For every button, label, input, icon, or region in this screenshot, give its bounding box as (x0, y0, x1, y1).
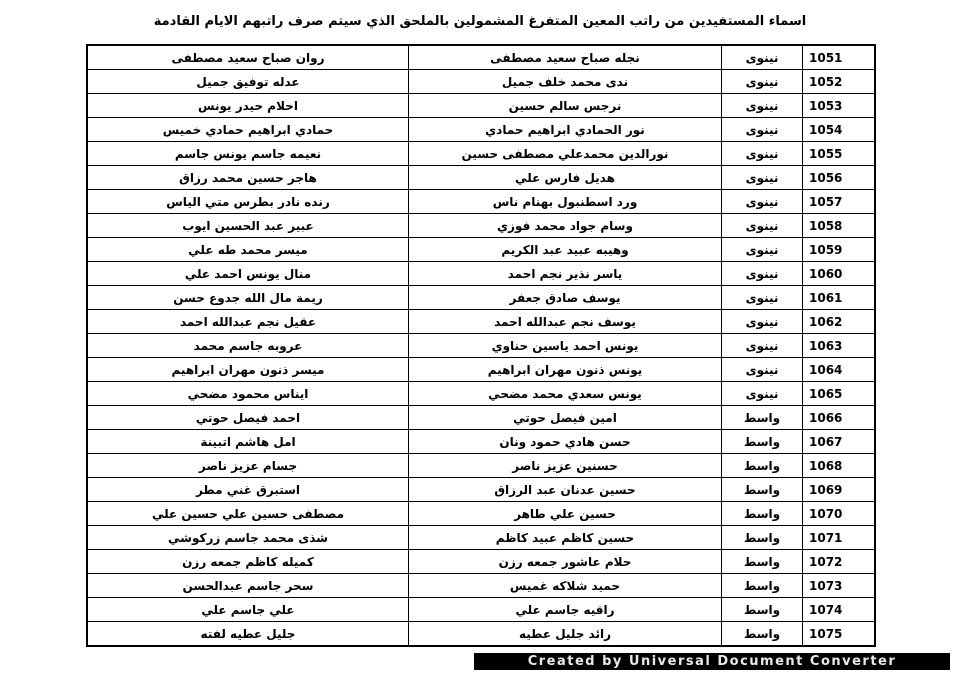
beneficiary-name: يوسف صادق جعفر (409, 286, 722, 310)
beneficiary-name: حسن هادي حمود ونان (409, 430, 722, 454)
table-row (87, 454, 875, 478)
caregiver-name: روان صباح سعيد مصطفى (87, 45, 409, 70)
row-number: 1073 (803, 574, 876, 598)
caregiver-name: هاجر حسين محمد رزاق (87, 166, 409, 190)
row-number: 1075 (803, 622, 876, 647)
governorate: واسط (722, 454, 803, 478)
caregiver-name: حمادي ابراهيم حمادي خميس (87, 118, 409, 142)
governorate: واسط (722, 574, 803, 598)
caregiver-name: احلام حيدر يونس (87, 94, 409, 118)
caregiver-name: عدله توفيق جميل (87, 70, 409, 94)
caregiver-name: علي جاسم علي (87, 598, 409, 622)
converter-watermark: Created by Universal Document Converter (474, 653, 950, 670)
document-title: اسماء المستفيدين من راتب المعين المتفرغ المشمولين بالملحق الذي سيتم صرف راتبهم الايام القادمة (153, 14, 807, 29)
beneficiary-name: يوسف نجم عبدالله احمد (409, 310, 722, 334)
caregiver-name: رنده نادر بطرس متي الياس (87, 190, 409, 214)
row-number: 1057 (803, 190, 876, 214)
row-number: 1053 (803, 94, 876, 118)
caregiver-name: جسام عزيز ناصر (87, 454, 409, 478)
caregiver-name: ميسر ذنون مهران ابراهيم (87, 358, 409, 382)
table-row (87, 214, 875, 238)
governorate: واسط (722, 406, 803, 430)
governorate: نينوى (722, 286, 803, 310)
beneficiary-name: حسين علي طاهر (409, 502, 722, 526)
row-number: 1059 (803, 238, 876, 262)
beneficiaries-list (86, 44, 876, 641)
governorate: واسط (722, 526, 803, 550)
governorate: واسط (722, 550, 803, 574)
beneficiary-name: ياسر نذير نجم احمد (409, 262, 722, 286)
row-number: 1067 (803, 430, 876, 454)
caregiver-name: منال يونس احمد علي (87, 262, 409, 286)
table-row (87, 526, 875, 550)
governorate: واسط (722, 478, 803, 502)
table-row (87, 286, 875, 310)
beneficiary-name: رائد جليل عطيه (409, 622, 722, 647)
caregiver-name: استبرق غني مطر (87, 478, 409, 502)
caregiver-name: سحر جاسم عبدالحسن (87, 574, 409, 598)
table-row (87, 310, 875, 334)
row-number: 1064 (803, 358, 876, 382)
caregiver-name: عبير عبد الحسين ايوب (87, 214, 409, 238)
caregiver-name: ايناس محمود مضحي (87, 382, 409, 406)
caregiver-name: نعيمه جاسم يونس جاسم (87, 142, 409, 166)
row-number: 1051 (803, 45, 876, 70)
caregiver-name: احمد فيصل حوتي (87, 406, 409, 430)
caregiver-name: امل هاشم اتبينة (87, 430, 409, 454)
governorate: نينوى (722, 45, 803, 70)
row-number: 1069 (803, 478, 876, 502)
row-number: 1056 (803, 166, 876, 190)
beneficiary-name: حميد شلاكه غميس (409, 574, 722, 598)
row-number: 1063 (803, 334, 876, 358)
table-row (87, 70, 875, 94)
table-row (87, 550, 875, 574)
table-row (87, 430, 875, 454)
governorate: نينوى (722, 190, 803, 214)
beneficiary-name: حلام عاشور جمعه رزن (409, 550, 722, 574)
row-number: 1071 (803, 526, 876, 550)
beneficiary-name: نور الحمادي ابراهيم حمادي (409, 118, 722, 142)
table-row (87, 622, 875, 647)
beneficiary-name: حسنين عزيز ناصر (409, 454, 722, 478)
beneficiary-name: حسين كاظم عبيد كاظم (409, 526, 722, 550)
beneficiary-name: نورالدين محمدعلي مصطفى حسين (409, 142, 722, 166)
governorate: نينوى (722, 166, 803, 190)
caregiver-name: ميسر محمد طه علي (87, 238, 409, 262)
governorate: نينوى (722, 382, 803, 406)
governorate: نينوى (722, 118, 803, 142)
governorate: نينوى (722, 310, 803, 334)
table-row (87, 142, 875, 166)
governorate: نينوى (722, 262, 803, 286)
beneficiaries-table (86, 44, 876, 647)
table-row (87, 238, 875, 262)
beneficiary-name: يونس ذنون مهران ابراهيم (409, 358, 722, 382)
table-row (87, 94, 875, 118)
table-row (87, 382, 875, 406)
caregiver-name: ريمة مال الله جدوع حسن (87, 286, 409, 310)
caregiver-name: جليل عطيه لفته (87, 622, 409, 647)
beneficiary-name: يونس سعدي محمد مضحي (409, 382, 722, 406)
beneficiary-name: نجله صباح سعيد مصطفى (409, 45, 722, 70)
row-number: 1065 (803, 382, 876, 406)
beneficiary-name: وسام جواد محمد فوزي (409, 214, 722, 238)
table-row (87, 502, 875, 526)
governorate: نينوى (722, 214, 803, 238)
governorate: نينوى (722, 358, 803, 382)
beneficiary-name: ورد اسطنبول بهنام ناس (409, 190, 722, 214)
governorate: نينوى (722, 238, 803, 262)
row-number: 1060 (803, 262, 876, 286)
governorate: نينوى (722, 142, 803, 166)
row-number: 1070 (803, 502, 876, 526)
table-row (87, 358, 875, 382)
caregiver-name: عقيل نجم عبدالله احمد (87, 310, 409, 334)
beneficiary-name: امين فيصل حوتي (409, 406, 722, 430)
caregiver-name: عروبه جاسم محمد (87, 334, 409, 358)
table-row (87, 598, 875, 622)
row-number: 1068 (803, 454, 876, 478)
row-number: 1066 (803, 406, 876, 430)
table-row (87, 45, 875, 70)
table-body (87, 45, 875, 646)
beneficiary-name: حسين عدنان عبد الرزاق (409, 478, 722, 502)
row-number: 1062 (803, 310, 876, 334)
governorate: نينوى (722, 70, 803, 94)
governorate: واسط (722, 622, 803, 647)
governorate: واسط (722, 502, 803, 526)
table-row (87, 406, 875, 430)
row-number: 1072 (803, 550, 876, 574)
row-number: 1054 (803, 118, 876, 142)
table-row (87, 334, 875, 358)
row-number: 1052 (803, 70, 876, 94)
beneficiary-name: ندى محمد خلف جميل (409, 70, 722, 94)
beneficiary-name: راقيه جاسم علي (409, 598, 722, 622)
governorate: واسط (722, 598, 803, 622)
row-number: 1058 (803, 214, 876, 238)
beneficiary-name: وهيبه عبيد عبد الكريم (409, 238, 722, 262)
row-number: 1074 (803, 598, 876, 622)
beneficiary-name: هديل فارس علي (409, 166, 722, 190)
table-row (87, 478, 875, 502)
table-row (87, 262, 875, 286)
governorate: نينوى (722, 334, 803, 358)
table-row (87, 118, 875, 142)
governorate: واسط (722, 430, 803, 454)
governorate: نينوى (722, 94, 803, 118)
caregiver-name: شذى محمد جاسم زركوشي (87, 526, 409, 550)
caregiver-name: كميله كاظم جمعه رزن (87, 550, 409, 574)
beneficiary-name: نرجس سالم حسين (409, 94, 722, 118)
caregiver-name: مصطفى حسين علي حسين علي (87, 502, 409, 526)
table-row (87, 574, 875, 598)
beneficiary-name: يونس احمد ياسين حناوي (409, 334, 722, 358)
row-number: 1061 (803, 286, 876, 310)
table-row (87, 190, 875, 214)
table-row (87, 166, 875, 190)
row-number: 1055 (803, 142, 876, 166)
